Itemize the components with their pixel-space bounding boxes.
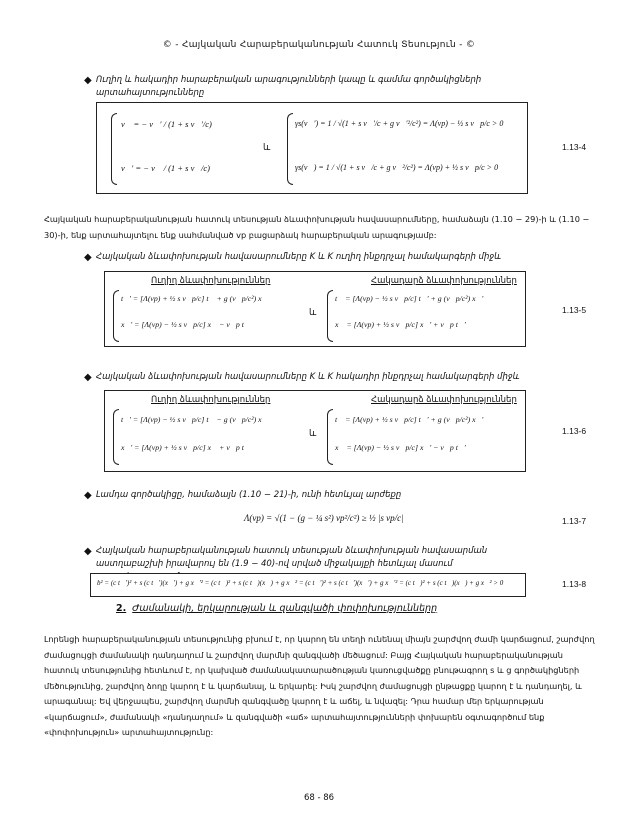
page-header: © - Հայկական Հարաբերականության Հատուկ Տեսություն - © <box>162 40 476 50</box>
equation-box-1-13-5 <box>104 271 526 347</box>
right-brace <box>327 409 333 465</box>
conjunction: և <box>263 143 271 153</box>
diamond-bullet-icon: ◆ <box>84 546 92 557</box>
bullet-text: Ուղիղ և հակադիր հարաբերական արագությունների կապը և գամմա գործակիցների արտահայտությունները <box>96 75 482 98</box>
left-brace <box>113 409 119 465</box>
page-number: 68 - 86 <box>303 793 335 803</box>
equation-v-backward: v⃗′ = − v⃗ / (1 + s v⃗/c) <box>121 163 210 173</box>
bullet-text: Հայկական հարաբերականության հատուկ տեսության ձևափոխության հավասարման աստղաբաշխի իրավարույ են (1.9 − 40)-ով սրված միջակայքի հետևյալ մասում <box>96 546 488 569</box>
right-brace <box>287 113 293 185</box>
equation-number: 1.13-5 <box>562 305 587 315</box>
eq-x-prime: x⃗′ = [Λ(vp) − ½ s v⃗p/c] x⃗ − v⃗p t⃗ <box>121 320 250 329</box>
equation-interval: b² = (c t⃗′)² + s (c t⃗′)(x⃗′) + g x⃗′² = (c t⃗)² + s (c t⃗)(x⃗) + g x⃗² = (c t⃖′)² + s (c t⃖′)(x⃖′) + g x⃖′² = (c t⃖)² + s (c t⃖)(x⃖) + g x⃖² > 0 <box>97 579 504 587</box>
equation-number: 1.13-6 <box>562 426 587 436</box>
bullet-text: Հայկական ձևափոխության հավասարումները K և K հակադիր ինքդրչալ համակարգերի միջև <box>96 372 520 382</box>
equation-lambda: Λ(vp) = √(1 − (g − ¼ s²) vp²/c²) ≥ ½ |s vp/c| <box>244 513 404 523</box>
section-number: 2. <box>116 603 127 614</box>
equation-gamma-forward: γs(v⃗′) = 1 / √(1 + s v⃗′/c + g v⃗′²/c²) = Λ(vp) − ½ s v⃗p/c > 0 <box>295 119 504 128</box>
column-title-inverse: Հակադարձ ձևափոխություններ <box>371 276 517 286</box>
bullet-text: Հայկական ձևափոխության հավասարումները K և K ուղիղ ինքդրչալ համակարգերի միջև <box>96 252 501 262</box>
equation-box-1-13-4 <box>96 102 528 194</box>
section-title: Ժամանակի, երկարության և զանգվածի փոփոխությունները <box>132 603 438 614</box>
eq-t-prime-inverse: t⃖′ = [Λ(vp) − ½ s v⃗p/c] t⃗ − g (v⃗p/c²) x⃗ <box>121 415 268 424</box>
equation-number: 1.13-4 <box>562 142 587 152</box>
bullet-direct-transform <box>84 251 526 264</box>
section-heading <box>116 603 437 614</box>
equation-box-1-13-8 <box>90 573 526 597</box>
conjunction: և <box>309 429 317 439</box>
diamond-bullet-icon: ◆ <box>84 372 92 383</box>
equation-box-1-13-6 <box>104 390 526 472</box>
column-title-direct: Ուղիղ ձևափոխություններ <box>151 276 271 286</box>
eq-x: x⃗ = [Λ(vp) + ½ s v⃗p/c] x⃗′ + v⃗p t⃗′ <box>335 320 466 329</box>
eq-t: t⃗ = [Λ(vp) − ½ s v⃗p/c] t⃗′ + g (v⃗p/c²) x⃗′ <box>335 294 484 303</box>
left-brace <box>111 113 117 185</box>
equation-number: 1.13-8 <box>562 579 587 589</box>
bullet-text: Լամդա գործակիցը, համաձայն (1.10 − 21)-ի, ունի հետևյալ արժեքը <box>96 490 402 500</box>
equation-gamma-backward: γs(v⃗) = 1 / √(1 + s v⃗/c + g v⃗²/c²) = Λ(vp) + ½ s v⃗p/c > 0 <box>295 163 499 172</box>
equation-number: 1.13-7 <box>562 516 587 526</box>
left-brace <box>113 290 119 342</box>
diamond-bullet-icon: ◆ <box>84 75 92 86</box>
bullet-lambda <box>84 489 526 502</box>
conjunction: և <box>309 308 317 318</box>
eq-t-inverse: t⃖ = [Λ(vp) + ½ s v⃗p/c] t⃗′ + g (v⃗p/c²) x⃗′ <box>335 415 484 424</box>
eq-x-inverse: x⃖ = [Λ(vp) − ½ s v⃗p/c] x⃗′ − v⃗p t⃗′ <box>335 443 466 452</box>
intro-paragraph: Հայկական հարաբերականության հատուկ տեսության ձևափոխության հավասարումները, համաձայն (1.10 − 29)-ի և (1.10 − 30)-ի, ենք արտահայտելու ենք սահմանված vp բացարձակ հարաբերական արագությամբ: <box>44 214 590 240</box>
bullet-inverse-transform <box>84 371 526 384</box>
diamond-bullet-icon: ◆ <box>84 252 92 263</box>
body-paragraph: Լորենցի հարաբերականության տեսությունից բխում է, որ կարող են տեղի ունենալ միայն շարժվող ժամի կարճացում, շարժվող ժամացույցի ժամանակի դանդաղում և շարժվող մարմնի զանգվածի մեծացում: Բայց Հայկական հարաբերականության հատուկ տեսությունից հետևում է, որ կախված ժամանակատարածության կառուցվածքը բնութագրող s և g գործակիցների մեծությունից, շարժվող ձողը կարող է և կարճանալ, և երկարել: Իսկ շարժվող ժամացույցի ընթացքը կարող է և դանդաղել, և արագանալ: Եվ վերջապես, շարժվող մարմնի զանգվածը կարող է և աճել, և նվազել: Դրա համար մեր երկարության «կարճացում», ժամանակի «դանդաղում» և զանգվածի «աճ» արտահայտությունների փոխարեն օգտագործում ենք «փոփոխություն» արտահայտությունը: <box>44 634 595 737</box>
right-brace <box>327 290 333 342</box>
equation-v-forward: v⃗ = − v⃗′ / (1 + s v⃗′/c) <box>121 119 212 129</box>
eq-t-prime: t⃗′ = [Λ(vp) + ½ s v⃗p/c] t⃗ + g (v⃗p/c²) x⃗ <box>121 294 268 303</box>
column-title-inverse: Հակադարձ ձևափոխություններ <box>371 395 517 405</box>
column-title-direct: Ուղիղ ձևափոխություններ <box>151 395 271 405</box>
eq-x-prime-inverse: x⃖′ = [Λ(vp) + ½ s v⃗p/c] x⃗ + v⃗p t⃗ <box>121 443 250 452</box>
bullet-velocity-relation <box>84 74 526 100</box>
diamond-bullet-icon: ◆ <box>84 490 92 501</box>
